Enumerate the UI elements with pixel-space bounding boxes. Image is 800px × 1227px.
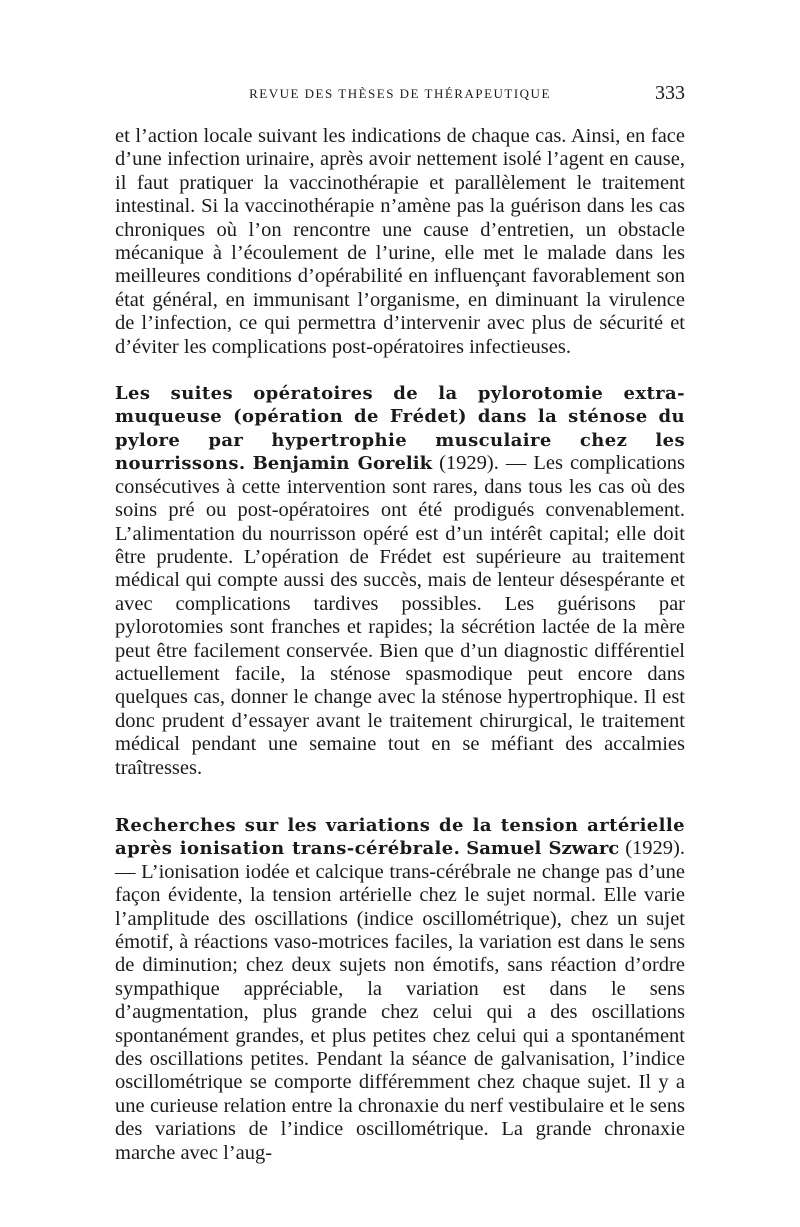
article-gorelik [115, 382, 685, 780]
article-title: Les suites opératoires de la pylorotomie extra-muqueuse (opération de Frédet) dans la sténose du pylore par hypertrophie musculaire chez les nourrissons. [115, 383, 685, 475]
article-body: L’ionisation iodée et calcique trans-cérébrale ne change pas d’une façon évidente, la tension artérielle chez le sujet normal. Elle varie l’amplitude des oscillations (indice oscillométrique), chez un sujet émotif, à réactions vaso-motrices faciles, la variation est dans le sens de diminution; chez deux sujets non émotifs, sans réaction d’ordre sympathique appréciable, la variation est dans le sens d’augmentation, plus grande chez celui qui a des oscillations spontanément grandes, et plus petites chez celui qui a spontanément des oscillations petites. Pendant la séance de galvanisation, l’indice oscillométrique se comporte différemment chez chaque sujet. Il y a une curieuse relation entre la chronaxie du nerf vestibulaire et le sens des variations de l’indice oscillométrique. La grande chronaxie marche avec l’aug- [115, 860, 686, 1164]
body-text [115, 125, 685, 1165]
article-year: (1929). [625, 837, 685, 860]
article-title: Recherches sur les variations de la tension artérielle après ionisation trans-cérébrale. [115, 814, 685, 860]
article-author: Samuel Szwarc [466, 838, 620, 860]
article-dash: — [115, 860, 136, 883]
article-year: (1929). [439, 452, 499, 475]
article-author: Benjamin Gorelik [252, 453, 433, 475]
continuation-paragraph: et l’action locale suivant les indications de chaque cas. Ainsi, en face d’une infection urinaire, après avoir nettement isolé l’agent en cause, il faut pratiquer la vaccinothérapie et parallèlement le traitement intestinal. Si la vaccinothérapie n’amène pas la guérison dans les cas chroniques où l’on rencontre une cause d’entretien, un obstacle mécanique à l’écoulement de l’urine, elle met le malade dans les meilleures conditions d’opérabilité en influençant favorablement son état général, en immunisant l’organisme, en diminuant la virulence de l’infection, ce qui permettra d’intervenir avec plus de sécurité et d’éviter les complications post-opératoires infectieuses. [115, 125, 685, 358]
article-szwarc [115, 814, 685, 1165]
article-body: Les complications consécutives à cette intervention sont rares, dans tous les cas où des soins pré ou post-opératoires ont été prodigués convenablement. L’alimentation du nourrisson opéré est d’un intérêt capital; elle doit être prudente. L’opération de Frédet est supérieure au traitement médical qui compte aussi des succès, mais de lenteur désespérante et avec complications tardives possibles. Les guérisons par pylorotomies sont franches et rapides; la sécrétion lactée de la mère peut être facilement conservée. Bien que d’un diagnostic différentiel actuellement facile, la sténose spasmodique peut encore dans quelques cas, donner le change avec la sténose hypertrophique. Il est donc prudent d’essayer avant le traitement chirurgical, le traitement médical pendant une semaine tout en se méfiant des accalmies traîtresses. [115, 452, 686, 779]
running-title: REVUE DES THÈSES DE THÉRAPEUTIQUE [249, 86, 551, 101]
article-dash: — [505, 452, 527, 475]
page-number: 333 [655, 82, 685, 104]
running-head [115, 82, 685, 110]
